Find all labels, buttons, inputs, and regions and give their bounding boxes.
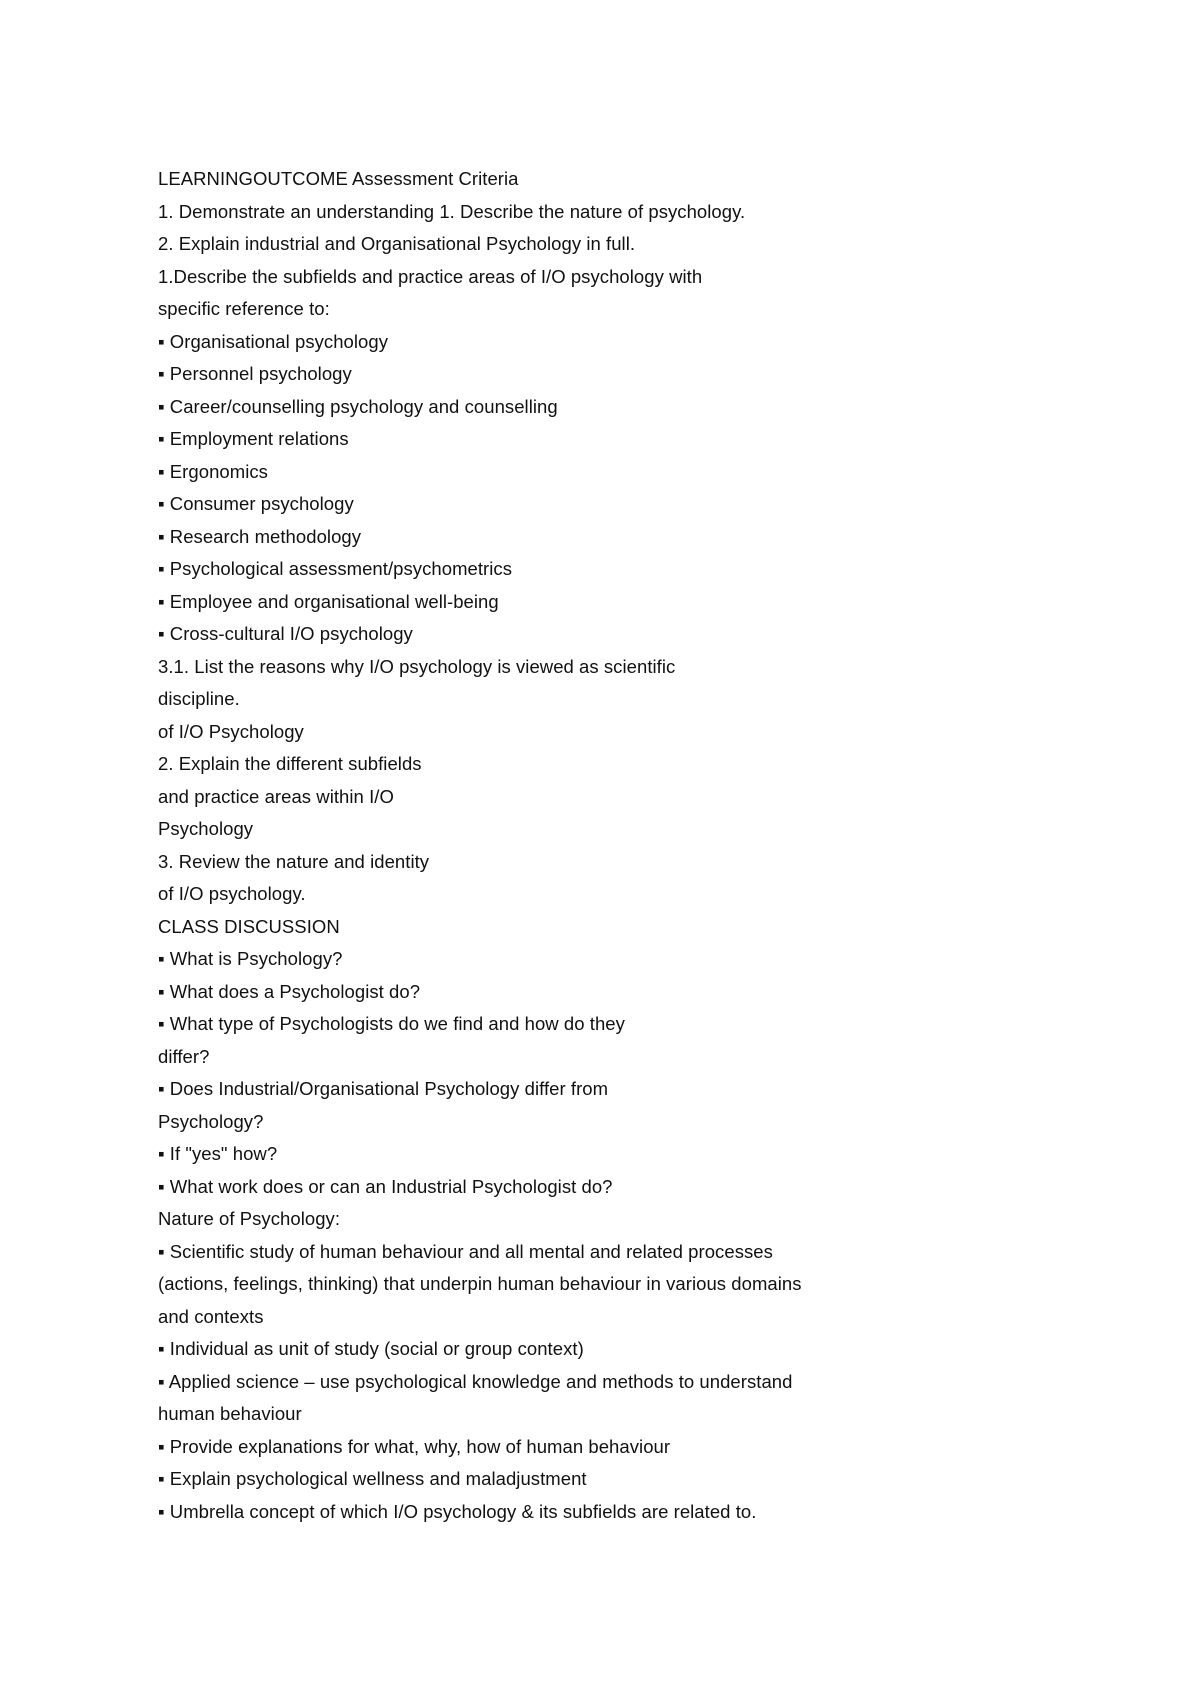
document-heading: LEARNINGOUTCOME Assessment Criteria (158, 168, 519, 189)
text-line: and contexts (158, 1305, 264, 1327)
text-line: Psychology? (158, 1110, 264, 1132)
bullet-item: ▪ What type of Psychologists do we find and how do they (158, 1013, 625, 1034)
bullet-item: ▪ What does a Psychologist do? (158, 980, 421, 1002)
bullet-item: ▪ Consumer psychology (158, 493, 354, 514)
text-line: of I/O psychology. (158, 883, 306, 904)
bullet-item: ▪ Provide explanations for what, why, how of human behaviour (158, 1435, 671, 1457)
text-line: specific reference to: (158, 298, 330, 319)
bullet-item: ▪ Scientific study of human behaviour and all mental and related processes (158, 1240, 773, 1262)
document-text-body (158, 163, 1058, 1528)
bullet-item: ▪ Ergonomics (158, 460, 268, 482)
text-line: of I/O Psychology (158, 720, 304, 742)
bullet-item: ▪ Does Industrial/Organisational Psychology differ from (158, 1078, 609, 1099)
bullet-item: ▪ If "yes" how? (158, 1143, 278, 1164)
section-heading: Nature of Psychology: (158, 1208, 341, 1229)
text-line: 2. Explain industrial and Organisational Psychology in full. (158, 233, 636, 254)
bullet-item: ▪ Applied science – use psychological knowledge and methods to understand (158, 1370, 793, 1392)
bullet-item: ▪ Individual as unit of study (social or group context) (158, 1338, 584, 1359)
bullet-item: ▪ Explain psychological wellness and maladjustment (158, 1468, 587, 1489)
text-line: 1. Demonstrate an understanding 1. Describe the nature of psychology. (158, 200, 746, 222)
bullet-item: ▪ Cross-cultural I/O psychology (158, 623, 413, 644)
text-line: (actions, feelings, thinking) that underpin human behaviour in various domains (158, 1273, 802, 1294)
bullet-item: ▪ Psychological assessment/psychometrics (158, 558, 513, 579)
bullet-item: ▪ Organisational psychology (158, 330, 389, 352)
text-line: Psychology (158, 818, 254, 839)
text-line: differ? (158, 1045, 210, 1067)
text-line: human behaviour (158, 1403, 302, 1424)
text-line: 3.1. List the reasons why I/O psychology is viewed as scientific (158, 655, 676, 677)
text-line: 3. Review the nature and identity (158, 850, 430, 872)
text-line: discipline. (158, 688, 240, 709)
bullet-item: ▪ What is Psychology? (158, 948, 343, 969)
bullet-item: ▪ Umbrella concept of which I/O psychology & its subfields are related to. (158, 1500, 757, 1522)
bullet-item: ▪ Employee and organisational well-being (158, 590, 499, 612)
text-line: 1.Describe the subfields and practice areas of I/O psychology with (158, 265, 703, 287)
bullet-item: ▪ What work does or can an Industrial Psychologist do? (158, 1175, 613, 1197)
bullet-item: ▪ Employment relations (158, 428, 349, 449)
section-heading: CLASS DISCUSSION (158, 915, 340, 937)
bullet-item: ▪ Research methodology (158, 525, 362, 547)
text-line: and practice areas within I/O (158, 785, 394, 807)
text-line: 2. Explain the different subfields (158, 753, 422, 774)
bullet-item: ▪ Personnel psychology (158, 363, 352, 384)
bullet-item: ▪ Career/counselling psychology and counselling (158, 395, 558, 417)
